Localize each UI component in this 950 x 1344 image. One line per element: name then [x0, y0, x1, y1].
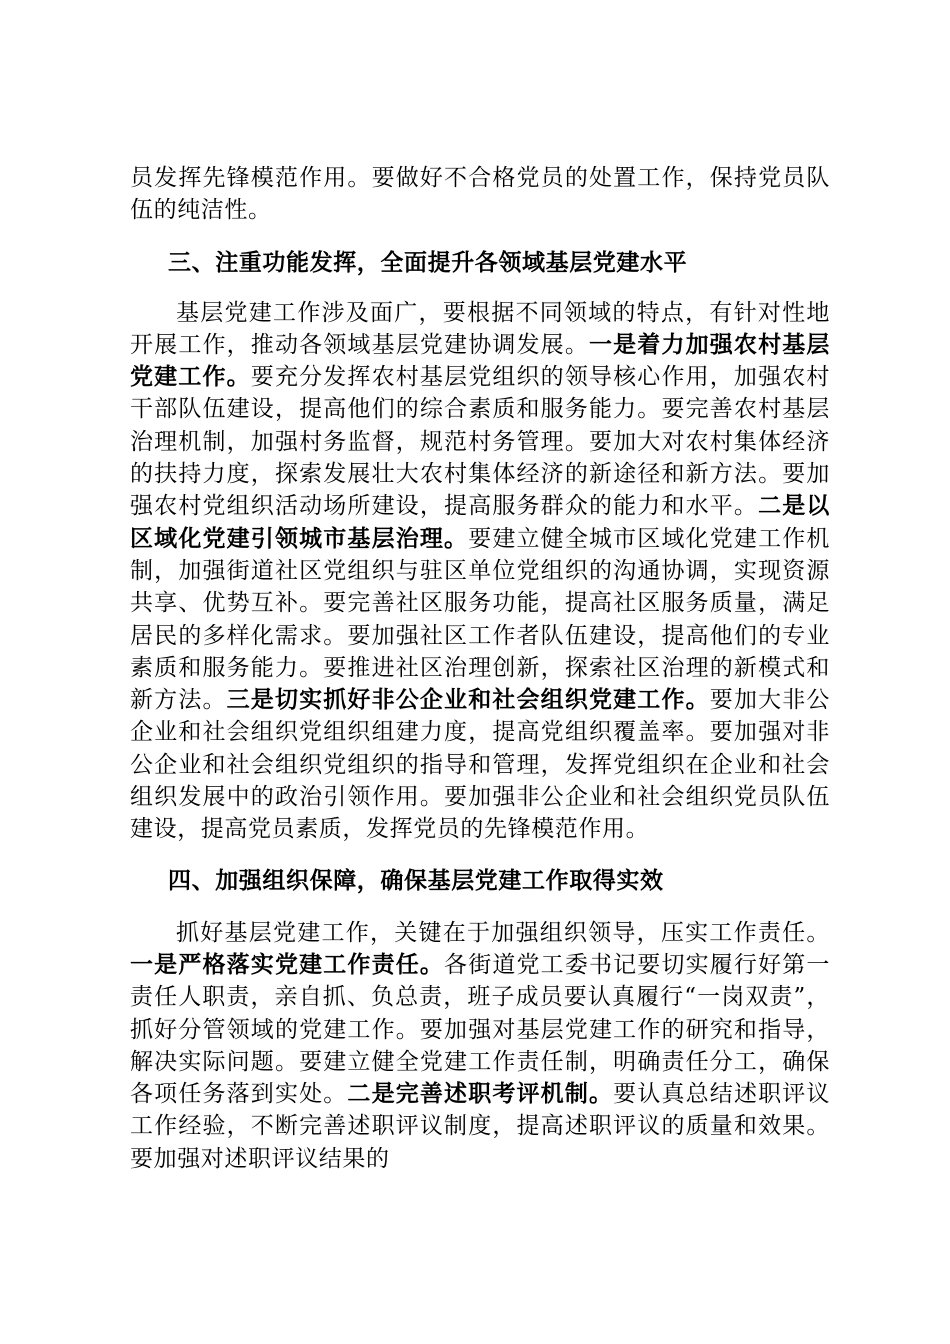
section-4-bold-2: 二是完善述职考评机制。 — [347, 1080, 614, 1108]
section-3-bold-1: 一是着力加强农村基层党建工作。 — [130, 330, 830, 391]
section-4-text-3: 要认真总结述职评议工作经验，不断完善述职评议制度，提高述职评议的质量和效果。要加强对述职评议结果的 — [130, 1081, 831, 1172]
section-3-text-4: 要加大非公企业和社会组织党组织组建力度，提高党组织覆盖率。要加强对非公企业和社会组织党组织的指导和管理，发挥党组织在企业和社会组织发展中的政治引领作用。要加强非公企业和社会组织党员队伍建设，提高党员素质，发挥党员的先锋模范作用。 — [130, 687, 831, 843]
continuation-text: 员发挥先锋模范作用。要做好不合格党员的处置工作，保持党员队伍的纯洁性。 — [130, 165, 830, 224]
section-3-bold-3: 三是切实抓好非公企业和社会组织党建工作。 — [226, 686, 710, 714]
section-3-paragraph — [130, 297, 830, 846]
section-4-bold-1: 一是严格落实党建工作责任。 — [130, 950, 445, 978]
section-3-text-1: 基层党建工作涉及面广，要根据不同领域的特点，有针对性地开展工作，推动各领域基层党建协调发展。 — [130, 299, 830, 358]
section-3-bold-2: 二是以区域化党建引领城市基层治理。 — [130, 492, 830, 552]
section-4-paragraph — [130, 917, 830, 1175]
section-3-heading: 三、注重功能发挥，全面提升各领域基层党建水平 — [168, 248, 688, 276]
section-4-heading: 四、加强组织保障，确保基层党建工作取得实效 — [168, 866, 664, 894]
section-3-text-3: 要建立健全城市区域化党建工作机制，加强街道社区党组织与驻区单位党组织的沟通协调，实现资源共享、优势互补。要完善社区服务功能，提高社区服务质量，满足居民的多样化需求。要加强社区工作者队伍建设，提高他们的专业素质和服务能力。要推进社区治理创新，探索社区治理的新模式和新方法。 — [130, 525, 830, 714]
section-4-text-2: 各街道党工委书记要切实履行好第一责任人职责，亲自抓、负总责，班子成员要认真履行“一岗双责”，抓好分管领域的党建工作。要加强对基层党建工作的研究和指导，解决实际问题。要建立健全党建工作责任制，明确责任分工，确保各项任务落到实处。 — [130, 951, 830, 1108]
section-4-text-1: 抓好基层党建工作，关键在于加强组织领导，压实工作责任。 — [176, 919, 830, 946]
section-3-text-2: 要充分发挥农村基层党组织的领导核心作用，加强农村干部队伍建设，提高他们的综合素质和服务能力。要完善农村基层治理机制，加强村务监督，规范村务管理。要加大对农村集体经济的扶持力度，探索发展壮大农村集体经济的新途径和新方法。要加强农村党组织活动场所建设，提高服务群众的能力和水平。 — [130, 364, 831, 520]
continuation-paragraph — [130, 162, 830, 227]
document-page — [130, 162, 830, 1175]
